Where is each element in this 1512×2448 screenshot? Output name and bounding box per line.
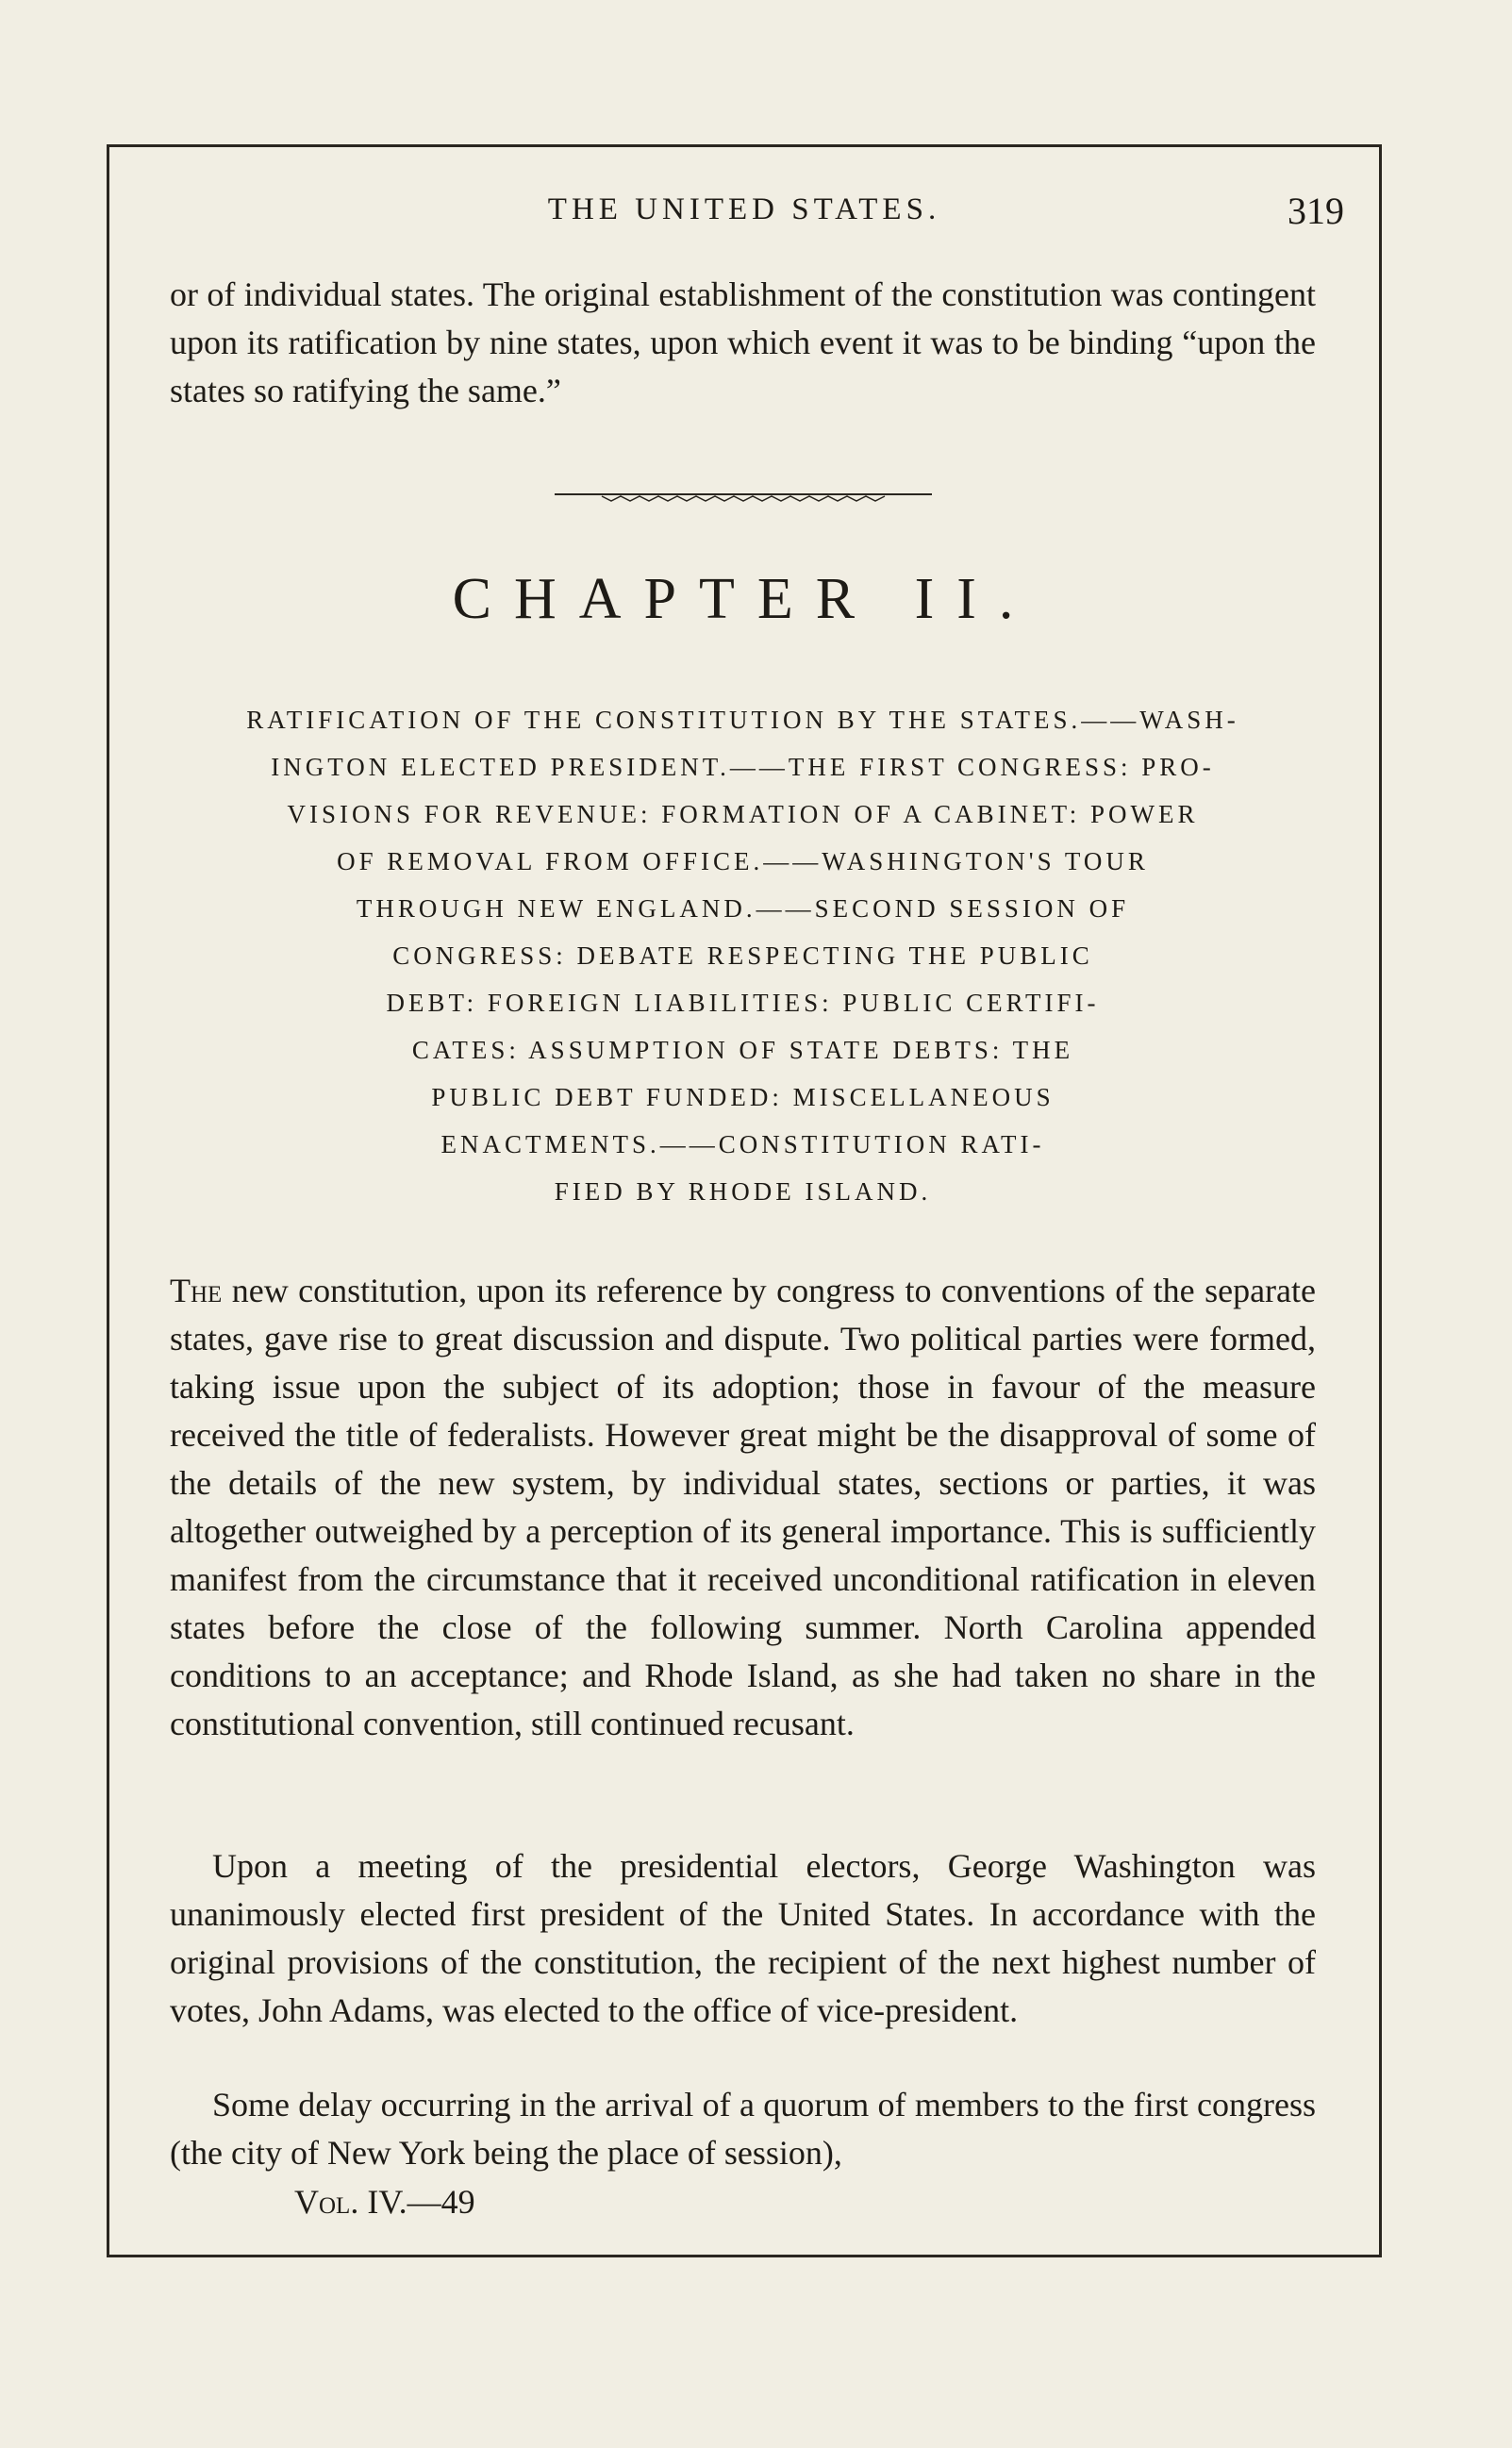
- ornamental-divider: [555, 492, 932, 504]
- summary-line: CONGRESS: DEBATE RESPECTING THE PUBLIC: [392, 941, 1093, 970]
- summary-line: PUBLIC DEBT FUNDED: MISCELLANEOUS: [431, 1083, 1055, 1111]
- summary-line: RATIFICATION OF THE CONSTITUTION BY THE STATES.——WASH-: [246, 706, 1239, 734]
- signature-volume: Vol.: [294, 2183, 359, 2221]
- summary-line: THROUGH NEW ENGLAND.——SECOND SESSION OF: [356, 894, 1130, 923]
- signature-number: IV.—49: [367, 2183, 475, 2221]
- intro-paragraph: or of individual states. The original establishment of the constitution was contingent upon its ratification by nine states, upon which event it was to be binding “upon the states so ratifying the same.”: [170, 275, 1316, 409]
- running-title: THE UNITED STATES.: [547, 192, 941, 226]
- delay-paragraph: Some delay occurring in the arrival of a quorum of members to the first congress (the city of New York being the place of session),: [170, 2086, 1316, 2172]
- signature-mark: [294, 2178, 475, 2226]
- chapter-summary: [170, 696, 1316, 1215]
- summary-line: ENACTMENTS.——CONSTITUTION RATI-: [440, 1130, 1045, 1158]
- election-paragraph: Upon a meeting of the presidential electors, George Washington was unanimously elected first president of the United States. In accordance with the original provisions of the constitution, the recipient of the next highest number of votes, John Adams, was elected to the office of vice-president.: [170, 1847, 1316, 2029]
- chapter-heading: CHAPTER II.: [452, 567, 1037, 631]
- main-paragraph-text: new constitution, upon its reference by congress to conventions of the separate states, gave rise to great discussion and dispute. Two political parties were formed, taking issue upon the subject of its adoption; those in favour of the measure received the title of federalists. However great might be the disapproval of some of the details of the new system, by individual states, sections or parties, it was altogether outweighed by a perception of its general importance. This is sufficiently manifest from the circumstance that it received unconditional ratification in eleven states before the close of the following summer. North Carolina appended conditions to an acceptance; and Rhode Island, as she had taken no share in the constitutional convention, still continued recusant.: [170, 1272, 1316, 1742]
- running-head: [107, 189, 1382, 245]
- summary-line: INGTON ELECTED PRESIDENT.——THE FIRST CONGRESS: PRO-: [271, 753, 1215, 781]
- paragraph-lead-word: The: [170, 1272, 223, 1309]
- summary-line: CATES: ASSUMPTION OF STATE DEBTS: THE: [411, 1036, 1074, 1064]
- summary-line: OF REMOVAL FROM OFFICE.——WASHINGTON'S TOUR: [337, 847, 1149, 875]
- summary-line: VISIONS FOR REVENUE: FORMATION OF A CABINET: POWER: [287, 800, 1199, 828]
- summary-line: DEBT: FOREIGN LIABILITIES: PUBLIC CERTIFI-: [386, 989, 1100, 1017]
- summary-line: FIED BY RHODE ISLAND.: [554, 1177, 932, 1206]
- main-paragraph: [170, 1267, 1316, 1748]
- page-number: 319: [1288, 190, 1344, 232]
